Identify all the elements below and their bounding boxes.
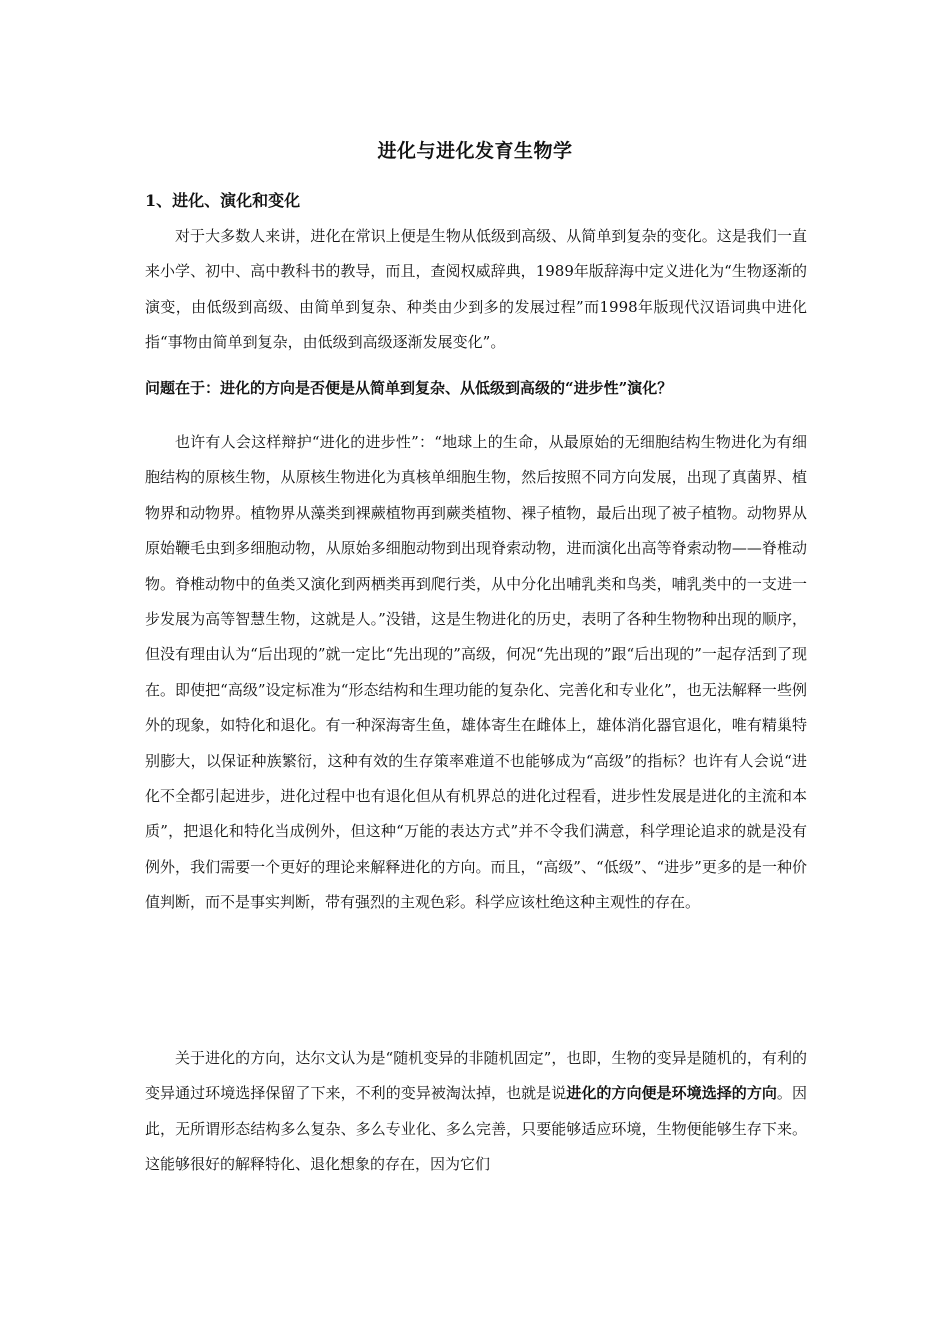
document-title: 进化与进化发育生物学 [377, 140, 573, 162]
paragraph-text: 关于进化的方向，达尔文认为是“随机变异的非随机固定”，也即，生物的变异是随机的，有利的变异通过环境选择保留了下来，不利的变异被淘汰掉，也就是说 [145, 1049, 807, 1103]
paragraph-text: 。因此，无所谓形态结构多么复杂、多么专业化、多么完善，只要能够适应环境，生物便能够生存下来。这能够很好的解释特化、退化想象的存在，因为它们 [145, 1084, 807, 1174]
section-heading: 1、进化、演化和变化 [145, 191, 301, 210]
paragraph-progress-argument: 也许有人会这样辩护“进化的进步性”：“地球上的生命，从最原始的无细胞结构生物进化为有细胞结构的原核生物，从原核生物进化为真核单细胞生物，然后按照不同方向发展，出现了真菌界、植物界和动物界。植物界从藻类到裸蕨植物再到蕨类植物、裸子植物，最后出现了被子植物。动物界从原始鞭毛虫到多细胞动物，从原始多细胞动物到出现脊索动物，进而演化出高等脊索动物——脊椎动物。脊椎动物中的鱼类又演化到两栖类再到爬行类，从中分化出哺乳类和鸟类，哺乳类中的一支进一步发展为高等智慧生物，这就是人。”没错，这是生物进化的历史，表明了各种生物物种出现的顺序，但没有理由认为“后出现的”就一定比“先出现的”高级，何况“先出现的”跟“后出现的”一起存活到了现在。即使把“高级”设定标准为“形态结构和生理功能的复杂化、完善化和专业化”，也无法解释一些例外的现象，如特化和退化。有一种深海寄生鱼，雄体寄生在雌体上，雄体消化器官退化，唯有精巢特别膨大，以保证种族繁衍，这种有效的生存策率难道不也能够成为“高级”的指标？也许有人会说“进化不全都引起进步，进化过程中也有退化但从有机界总的进化过程看，进步性发展是进化的主流和本质”，把退化和特化当成例外，但这种“万能的表达方式”并不令我们满意，科学理论追求的就是没有例外，我们需要一个更好的理论来解释进化的方向。而且，“高级”、“低级”、“进步”更多的是一种价值判断，而不是事实判断，带有强烈的主观色彩。科学应该杜绝这种主观性的存在。 [145, 433, 807, 912]
emphasized-text: 进化的方向便是环境选择的方向 [566, 1084, 777, 1103]
paragraph-darwin-direction [145, 1041, 807, 1183]
paragraph-intro: 对于大多数人来讲，进化在常识上便是生物从低级到高级、从简单到复杂的变化。这是我们一直来小学、初中、高中教科书的教导，而且，查阅权威辞典，1989年版辞海中定义进化为“生物逐渐的演变，由低级到高级、由简单到复杂、种类由少到多的发展过程”而1998年版现代汉语词典中进化指“事物由简单到复杂，由低级到高级逐渐发展变化”。 [145, 227, 807, 352]
question-statement: 问题在于：进化的方向是否便是从简单到复杂、从低级到高级的“进步性”演化？ [145, 379, 673, 397]
